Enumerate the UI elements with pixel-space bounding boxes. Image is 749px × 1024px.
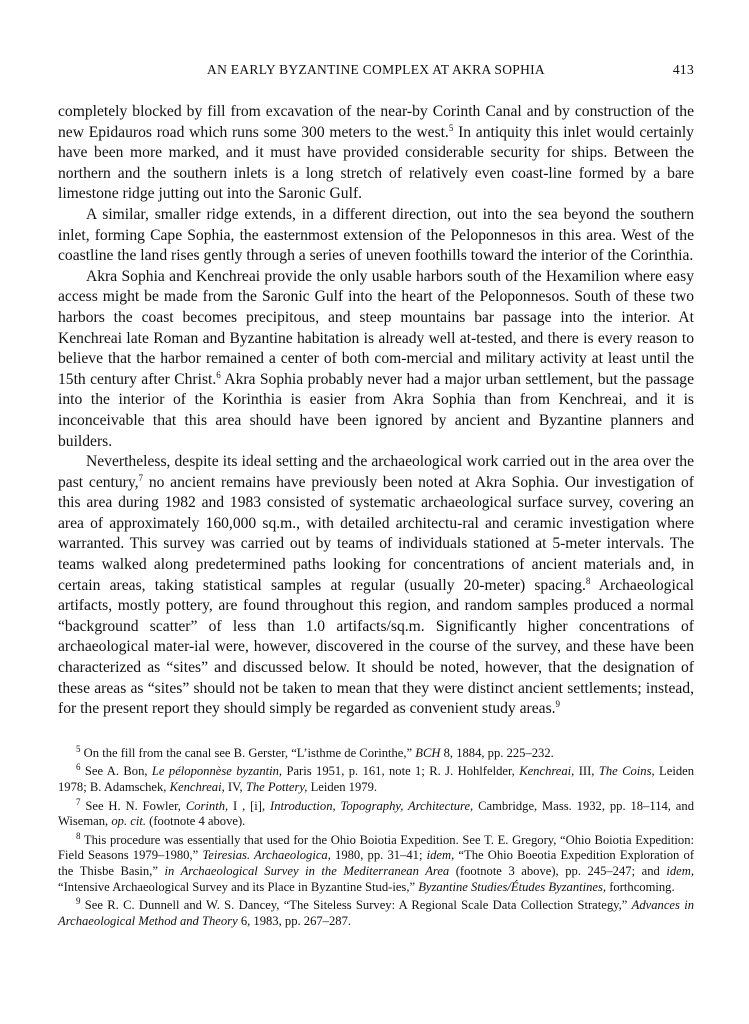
footnote-8 — [58, 830, 695, 895]
footnote-number: 6 — [76, 762, 81, 773]
footnote-text: See R. C. Dunnell and W. S. Dancey, “The Siteless Survey: A Regional Scale Data Collection Strategy,” — [80, 898, 632, 913]
footnote-text: Leiden 1978; B. Adamschek, — [58, 764, 695, 794]
footnote-text: 8, 1884, pp. 225–232. — [440, 745, 554, 760]
footnote-5 — [58, 743, 694, 762]
footnote-italic: idem, — [426, 848, 455, 863]
footnote-italic: Kenchreai, — [169, 780, 225, 794]
paragraph-4-text-a: Nevertheless, despite its ideal setting and the archaeological work carried out in the area over the past century, — [58, 453, 694, 491]
footnote-ref-5: 5 — [448, 122, 454, 133]
footnote-italic: The Coins, — [598, 764, 655, 779]
footnote-italic: Kenchreai, — [519, 764, 575, 779]
footnote-text: This procedure was essentially that used for the Ohio Boiotia Expedition. See T. E. Gregory, “Ohio Boiotia Expedition: Field Seasons 1979–1980,” — [58, 832, 694, 863]
paragraph-4-text-b: no ancient remains have previously been noted at Akra Sophia. Our investigation of this area during 1982 and 1983 consisted of systematic archaeological surface survey, covering an area of approximately 160,000 sq.m., with detailed architectu-ral and ceramic investigation where warranted. This survey was carried out by teams of individuals stationed at 5-meter intervals. The teams walked along predetermined paths looking for concentrations of ancient materials and, in certain areas, taking statistical samples at regular (usually 20-meter) spacing. — [58, 473, 694, 594]
page-number: 413 — [672, 62, 694, 77]
paragraph-2: A similar, smaller ridge extends, in a different direction, out into the sea beyond the southern inlet, forming Cape Sophia, the easternmost extension of the Peloponnesos in this area. West of the coastline the land rises gently through a series of uneven foothills toward the interior of the Corinthia. — [58, 205, 694, 265]
footnote-number: 9 — [76, 895, 81, 906]
running-title: AN EARLY BYZANTINE COMPLEX AT AKRA SOPHIA — [207, 62, 545, 77]
paragraph-1-text-a: completely blocked by fill from excavation of the near-by Corinth Canal and by construction of the new Epidauros road which runs some 300 meters to the west. — [58, 103, 694, 141]
footnote-text: Cambridge, Mass. 1932, pp. 18–114, and Wiseman, — [58, 798, 694, 829]
footnote-italic: Byzantine Studies/Études Byzantines, — [418, 879, 607, 894]
footnote-italic: The Pottery, — [245, 780, 308, 794]
paragraph-1-text-b: In antiquity this inlet would certainly have been more marked, and it must have provided considerable security for ships. Between the northern and the southern inlets is a long stretch of relatively even coast-line formed by a bare limestone ridge jutting out into the Saronic Gulf. — [58, 123, 694, 203]
footnote-text: 6, 1983, pp. 267–287. — [237, 913, 352, 928]
footnote-text: (footnote 4 above). — [146, 814, 246, 829]
footnote-9 — [58, 895, 695, 929]
footnotes — [58, 743, 695, 930]
footnote-text: 1980, pp. 31–41; — [330, 848, 427, 863]
footnote-text: “Intensive Archaeological Survey and its Place in Byzantine Stud-ies,” — [58, 879, 419, 894]
main-text — [58, 102, 694, 720]
paragraph-3 — [58, 267, 694, 452]
footnote-italic: Advances in Archaeological Method and Theory — [58, 898, 695, 928]
footnote-italic: idem, — [666, 863, 694, 878]
footnote-text: “The Ohio Boeotia Expedition Exploration of the Thisbe Basin,” — [58, 848, 695, 878]
footnote-text: (footnote 3 above), pp. 245–247; and — [449, 863, 667, 878]
paragraph-4 — [58, 452, 694, 720]
running-header — [58, 62, 694, 84]
footnote-text: Paris 1951, p. 161, note 1; R. J. Hohlfelder, — [282, 764, 520, 779]
footnote-6 — [58, 764, 694, 795]
paragraph-1 — [58, 102, 694, 205]
footnote-text: IV, — [224, 780, 246, 794]
footnote-ref-6: 6 — [216, 369, 221, 380]
footnote-text: Leiden 1979. — [307, 780, 378, 794]
footnote-number: 8 — [76, 830, 81, 841]
footnote-italic: Introduction, Topography, Architecture, — [270, 798, 474, 813]
footnote-text: On the fill from the canal see B. Gerster, “L’isthme de Corinthe,” — [80, 745, 416, 760]
footnote-text: forthcoming. — [606, 879, 675, 894]
footnote-italic: Le péloponnèse byzantin, — [151, 764, 283, 779]
footnote-7 — [58, 796, 694, 830]
footnote-ref-7: 7 — [138, 472, 144, 483]
paragraph-4-text-c: Archaeological artifacts, mostly pottery, are found throughout this region, and random samples produced a normal “background scatter” of less than 1.0 artifacts/sq.m. Significantly higher concentrations of archaeological mater-ial were, however, discovered in the course of the survey, and these have been characterized as “sites” and discussed below. It should be noted, however, that the designation of these areas as “sites” should not be taken to mean that they were distinct ancient settlements; instead, for the present report they should simply be regarded as convenient study areas. — [58, 576, 694, 718]
footnote-ref-9: 9 — [555, 699, 561, 710]
footnote-ref-8: 8 — [585, 575, 591, 586]
document-page — [58, 62, 694, 932]
footnote-text: See H. N. Fowler, — [80, 798, 186, 813]
footnote-italic: BCH — [415, 745, 441, 760]
footnote-italic: in Archaeological Survey in the Mediterranean Area — [164, 863, 450, 878]
footnote-text: I , [i], — [228, 798, 271, 813]
footnote-number: 7 — [76, 796, 81, 807]
paragraph-3-text-b: Akra Sophia probably never had a major urban settlement, but the passage into the interior of the Korinthia is easier from Akra Sophia than from Kenchreai, and it is inconceivable that this area should have been ignored by ancient and Byzantine planners and builders. — [58, 370, 694, 450]
footnote-number: 5 — [76, 743, 81, 754]
paragraph-3-text-a: Akra Sophia and Kenchreai provide the only usable harbors south of the Hexamilion where easy access might be made from the Saronic Gulf into the heart of the Peloponnesos. South of these two harbors the coast becomes precipitous, and steep mountains bar passage into the interior. At Kenchreai late Roman and Byzantine habitation is already well at-tested, and there is every reason to believe that the harbor remained a center of both com-mercial and military activity at least until the 15th century after Christ. — [58, 267, 694, 388]
footnote-text: See A. Bon, — [80, 764, 152, 779]
footnote-italic: op. cit. — [111, 814, 146, 829]
footnote-italic: Corinth, — [185, 798, 229, 813]
footnote-italic: Teiresias. Archaeologica, — [202, 848, 331, 863]
footnote-text: III, — [574, 764, 599, 779]
